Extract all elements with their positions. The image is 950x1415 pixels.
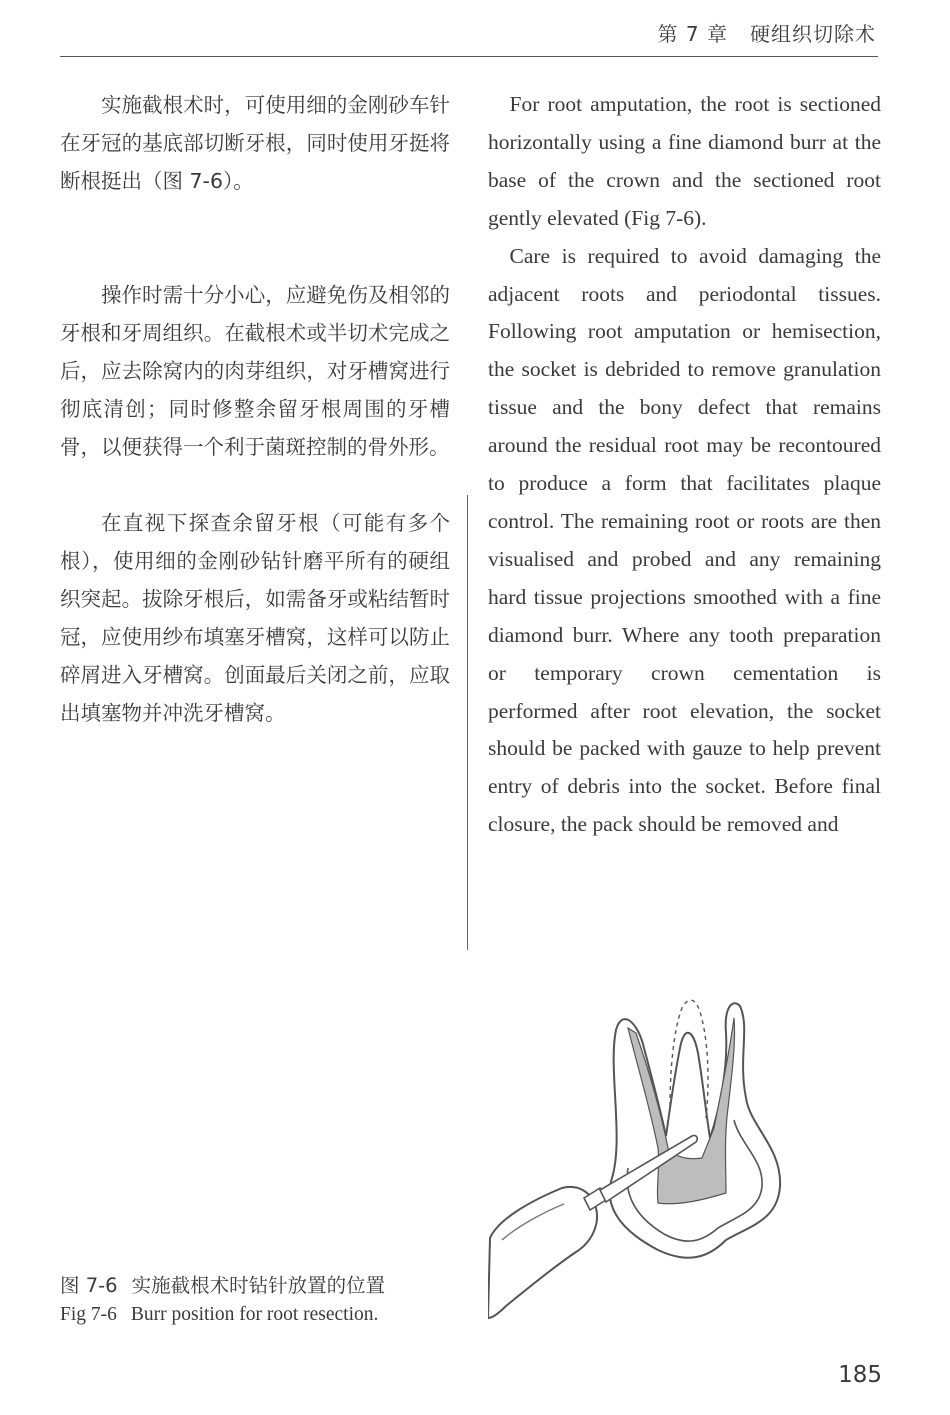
figure-caption-english xyxy=(60,1304,378,1326)
column-divider xyxy=(467,495,468,950)
english-column xyxy=(488,86,881,844)
english-paragraph-2: Care is required to avoid damaging the adjacent roots and periodontal tissues. Following root amputation or hemisection, the socket is debrided to remove granulation tissue and the bony defect that remains around the residual root may be recontoured to produce a form that facilitates plaque control. The remaining root or roots are then visualised and probed and any remaining hard tissue projections smoothed with a fine diamond burr. Where any tooth preparation or temporary crown cementation is performed after root elevation, the socket should be packed with gauze to help prevent entry of debris into the socket. Before final closure, the pack should be removed and xyxy=(488,243,881,837)
chapter-number: 第 7 章 xyxy=(657,22,728,46)
handpiece xyxy=(488,1187,597,1318)
figure-label-en: Fig 7-6 xyxy=(60,1304,117,1325)
chinese-paragraph-2: 操作时需十分小心，应避免伤及相邻的牙根和牙周组织。在截根术或半切术完成之后，应去除窝内的肉芽组织，对牙槽窝进行彻底清创；同时修整余留牙根周围的牙槽骨，以便获得一个利于菌斑控制的骨外形。 xyxy=(60,283,450,459)
page-number: 185 xyxy=(838,1362,882,1388)
english-paragraph-1: For root amputation, the root is sectioned horizontally using a fine diamond burr at the base of the crown and the sectioned root gently elevated (Fig 7-6). xyxy=(488,92,881,230)
header-rule xyxy=(60,56,878,57)
chinese-paragraph-1: 实施截根术时，可使用细的金刚砂车针在牙冠的基底部切断牙根，同时使用牙挺将断根挺出（图 7-6）。 xyxy=(60,93,450,193)
chinese-paragraph-3: 在直视下探查余留牙根（可能有多个根），使用细的金刚砂钻针磨平所有的硬组织突起。拔除牙根后，如需备牙或粘结暂时冠，应使用纱布填塞牙槽窝，这样可以防止碎屑进入牙槽窝。创面最后关闭之前，应取出填塞物并冲洗牙槽窝。 xyxy=(60,511,450,725)
figure-caption-cn-text: 实施截根术时钻针放置的位置 xyxy=(131,1274,386,1297)
figure-caption-en-text: Burr position for root resection. xyxy=(130,1304,379,1325)
figure-caption-chinese xyxy=(60,1270,385,1298)
figure-label-cn: 图 7-6 xyxy=(60,1274,118,1297)
running-header xyxy=(658,18,876,47)
tooth-burr-illustration xyxy=(488,988,798,1333)
chapter-title: 硬组织切除术 xyxy=(750,22,876,46)
